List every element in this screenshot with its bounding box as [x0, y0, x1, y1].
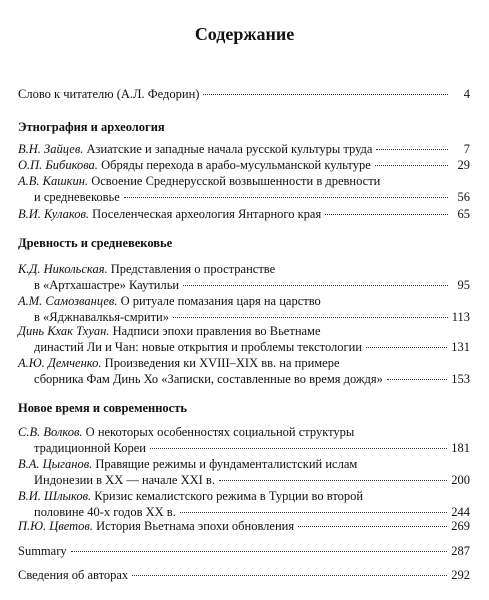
- section-heading: Этнография и археология: [18, 120, 165, 134]
- entry-author: А.В. Кашкин.: [18, 174, 89, 188]
- entry-title-cont: и средневековье: [34, 190, 120, 204]
- section-heading: Новое время и современность: [18, 401, 187, 415]
- toc-entry[interactable]: [18, 206, 470, 222]
- entry-author: О.П. Бибикова.: [18, 158, 98, 172]
- dot-leader: [387, 379, 447, 380]
- entry-text: Summary: [18, 544, 67, 558]
- dot-leader: [180, 512, 447, 513]
- entry-title: Азиатские и западные начала русской культуры труда: [86, 142, 373, 156]
- toc-entry[interactable]: [18, 518, 470, 534]
- entry-title-cont: Индонезии в XX — начале XXI в.: [34, 473, 215, 487]
- entry-author: С.В. Волков.: [18, 425, 83, 439]
- dot-leader: [376, 149, 448, 150]
- page-title: Содержание: [194, 24, 295, 44]
- page-number: 95: [457, 278, 470, 292]
- dot-leader: [366, 347, 447, 348]
- toc-entry-authors[interactable]: [18, 567, 470, 583]
- entry-title: Надписи эпохи правления во Вьетнаме: [112, 324, 321, 338]
- dot-leader: [150, 448, 447, 449]
- dot-leader: [298, 526, 447, 527]
- entry-author: Динь Кхак Тхуан.: [18, 324, 110, 338]
- entry-title-cont: сборника Фам Динь Хо «Записки, составленные во время дождя»: [34, 372, 383, 386]
- entry-author: А.М. Самозванцев.: [18, 294, 118, 308]
- entry-title-cont: в «Артхашастре» Каутильи: [34, 278, 180, 292]
- page-number: 181: [451, 441, 470, 455]
- dot-leader: [124, 197, 448, 198]
- entry-title: История Вьетнама эпохи обновления: [96, 519, 295, 533]
- entry-author: В.И. Кулаков.: [18, 207, 90, 221]
- entry-title-cont: половине 40-х годов XX в.: [34, 505, 176, 519]
- entry-title: Представления о пространстве: [110, 262, 276, 276]
- entry-author: К.Д. Никольская.: [18, 262, 108, 276]
- dot-leader: [132, 575, 447, 576]
- dot-leader: [173, 317, 448, 318]
- page-number: 131: [451, 340, 470, 354]
- entry-title: О некоторых особенностях социальной структуры: [85, 425, 355, 439]
- dot-leader: [219, 480, 447, 481]
- entry-author: А.Ю. Демченко.: [18, 356, 102, 370]
- entry-title: Произведения ки XVIII–XIX вв. на примере: [104, 356, 340, 370]
- dot-leader: [71, 551, 448, 552]
- entry-author: П.Ю. Цветов.: [18, 519, 93, 533]
- toc-entry[interactable]: [18, 456, 470, 488]
- dot-leader: [375, 165, 448, 166]
- page-number: 4: [463, 87, 470, 101]
- page-number: 29: [457, 158, 470, 172]
- page-number: 244: [451, 505, 470, 519]
- dot-leader: [183, 285, 448, 286]
- entry-title: Кризис кемалистского режима в Турции во второй: [94, 489, 364, 503]
- page-number: 287: [451, 544, 470, 558]
- section-heading: Древность и средневековье: [18, 236, 173, 250]
- toc-entry[interactable]: [18, 157, 470, 173]
- toc-entry[interactable]: [18, 141, 470, 157]
- toc-entry-summary[interactable]: [18, 543, 470, 559]
- entry-title: Обряды перехода в арабо-мусульманской культуре: [101, 158, 371, 172]
- page-number: 200: [451, 473, 470, 487]
- toc-entry[interactable]: [18, 323, 470, 355]
- toc-entry[interactable]: [18, 488, 470, 520]
- entry-author: В.А. Цыганов.: [18, 457, 93, 471]
- entry-title-cont: в «Яджнавалкья-смрити»: [34, 310, 169, 324]
- entry-title-cont: традиционной Кореи: [34, 441, 146, 455]
- entry-title: О ритуале помазания царя на царство: [120, 294, 321, 308]
- page-number: 113: [451, 310, 470, 324]
- page-number: 269: [451, 519, 470, 533]
- page-number: 292: [451, 568, 470, 582]
- page-number: 56: [457, 190, 470, 204]
- entry-title: Поселенческая археология Янтарного края: [92, 207, 322, 221]
- entry-author: В.И. Шлыков.: [18, 489, 92, 503]
- entry-title: Правящие режимы и фундаменталистский ислам: [95, 457, 358, 471]
- toc-entry[interactable]: [18, 293, 470, 325]
- entry-title: Освоение Среднерусской возвышенности в древности: [91, 174, 381, 188]
- toc-entry[interactable]: [18, 261, 470, 293]
- page-number: 7: [463, 142, 470, 156]
- entry-title-cont: династий Ли и Чан: новые открытия и проблемы текстологии: [34, 340, 363, 354]
- toc-entry-intro[interactable]: [18, 86, 470, 102]
- entry-text: Слово к читателю (А.Л. Федорин): [18, 87, 200, 101]
- toc-entry[interactable]: [18, 424, 470, 456]
- page-number: 153: [451, 372, 470, 386]
- toc-entry[interactable]: [18, 355, 470, 387]
- page-number: 65: [457, 207, 470, 221]
- dot-leader: [203, 94, 448, 95]
- entry-text: Сведения об авторах: [18, 568, 129, 582]
- entry-author: В.Н. Зайцев.: [18, 142, 84, 156]
- dot-leader: [325, 214, 448, 215]
- toc-entry[interactable]: [18, 173, 470, 205]
